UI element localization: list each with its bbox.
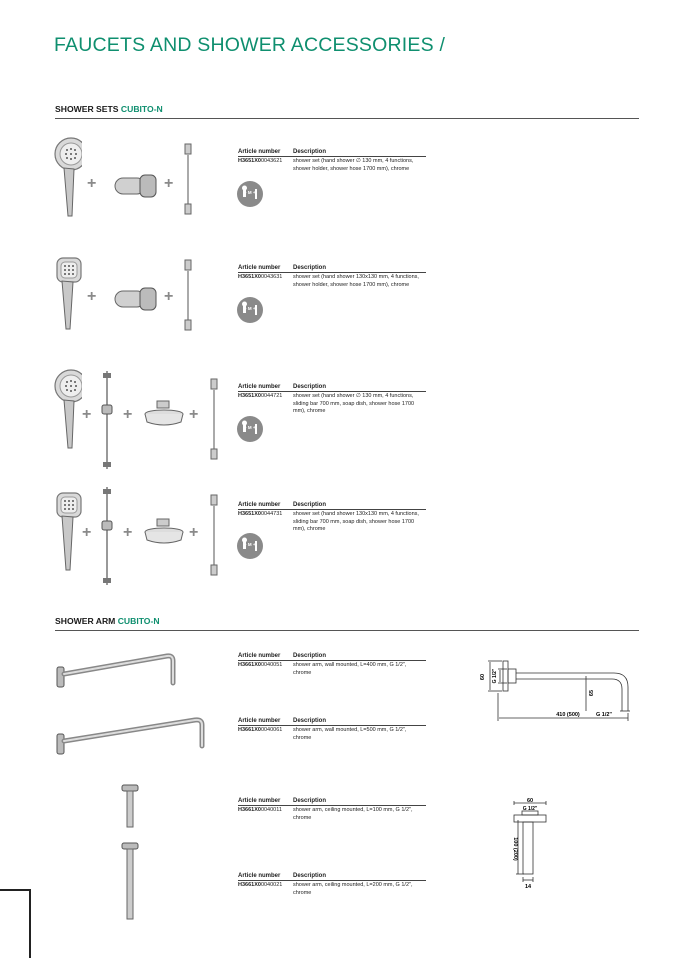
description: shower set (hand shower ∅ 130 mm, 4 functions, shower holder, shower hose 1700 mm), chrome [293, 158, 414, 172]
sliding-bar-image [100, 371, 114, 469]
article-prefix: H3651X0 [238, 393, 261, 399]
column-header-description: Description [293, 873, 327, 879]
column-header-description: Description [293, 718, 327, 724]
description: shower arm, wall mounted, L=400 mm, G 1/2", chrome [293, 662, 407, 676]
plus-icon: + [164, 175, 174, 192]
product-table [238, 717, 426, 742]
shower-hose-image [182, 143, 194, 215]
plus-icon: + [123, 406, 133, 423]
hand-shower-square-image [52, 255, 82, 331]
article-suffix: 0040011 [260, 807, 282, 813]
article-prefix: H3661X0 [238, 662, 261, 668]
description: shower set (hand shower ∅ 130 mm, 4 functions, sliding bar 700 mm, soap dish, shower hose 1700 mm), chrome [293, 393, 415, 415]
dim-thread-label: G 1/2" [522, 806, 538, 812]
article-number [238, 274, 293, 289]
section-title-shower-arm [55, 616, 160, 626]
table-row [238, 273, 426, 289]
wall-arm-technical-drawing [476, 655, 636, 727]
article-prefix: H3661X0 [238, 727, 261, 733]
dim-drop-label: 65 [589, 689, 595, 697]
column-header-description: Description [293, 653, 327, 659]
table-row [238, 881, 426, 897]
table-row [238, 806, 426, 822]
soap-dish-image [143, 400, 185, 428]
badge-text: + M + [244, 425, 256, 430]
article-number [238, 393, 293, 416]
shower-functions-icon [237, 297, 263, 323]
description: shower set (hand shower 130x130 mm, 4 functions, sliding bar 700 mm, soap dish, shower hose 1700 mm), chrome [293, 511, 419, 533]
plus-icon: + [123, 524, 133, 541]
product-table [238, 501, 426, 534]
product-table [238, 264, 426, 289]
column-header-article: Article number [238, 718, 281, 724]
column-header-article: Article number [238, 653, 281, 659]
dim-height-label: 60 [480, 673, 486, 681]
sliding-bar-image [100, 487, 114, 585]
article-prefix: H3661X0 [238, 882, 261, 888]
description: shower set (hand shower 130x130 mm, 4 functions, shower holder, shower hose 1700 mm), chrome [293, 274, 419, 288]
column-header-article: Article number [238, 265, 281, 271]
article-prefix: H3661X0 [238, 807, 261, 813]
soap-dish-image [143, 518, 185, 546]
shower-functions-icon [237, 416, 263, 442]
hand-shower-round-image [52, 368, 82, 450]
ceiling-shower-arm-100-image [120, 784, 140, 830]
article-suffix: 0044731 [260, 511, 283, 517]
article-suffix: 0043631 [260, 274, 283, 280]
section-divider [55, 630, 639, 631]
dim-width-label: 60 [526, 798, 534, 804]
plus-icon: + [189, 524, 199, 541]
ceiling-shower-arm-200-image [120, 842, 140, 922]
table-row [238, 726, 426, 742]
article-number [238, 807, 293, 822]
article-suffix: 0040061 [260, 727, 283, 733]
dim-length-label: 100 (200) [512, 837, 518, 861]
column-header-description: Description [293, 502, 327, 508]
shower-hose-image [182, 259, 194, 331]
shower-holder-image [112, 172, 160, 200]
dim-thread-label: G 1/2" [492, 668, 498, 684]
plus-icon: + [82, 406, 92, 423]
description: shower arm, wall mounted, L=500 mm, G 1/2", chrome [293, 727, 407, 741]
table-row [238, 157, 426, 173]
product-table [238, 148, 426, 173]
dim-end-thread-label: G 1/2" [595, 712, 613, 718]
section-title-text: SHOWER ARM [55, 616, 116, 626]
section-title-shower-sets [55, 104, 163, 114]
wall-shower-arm-500-image [55, 710, 210, 760]
article-number [238, 662, 293, 677]
badge-text: + M + [244, 542, 256, 547]
shower-hose-image [208, 494, 220, 576]
table-row [238, 510, 426, 534]
article-number [238, 511, 293, 534]
plus-icon: + [82, 524, 92, 541]
article-number [238, 727, 293, 742]
plus-icon: + [87, 175, 97, 192]
section-title-accent: CUBITO-N [117, 616, 160, 626]
article-suffix: 0040021 [260, 882, 283, 888]
article-number [238, 882, 293, 897]
article-suffix: 0043621 [260, 158, 283, 164]
column-header-article: Article number [238, 798, 281, 804]
plus-icon: + [164, 288, 174, 305]
badge-text: + M + [244, 306, 256, 311]
product-table [238, 872, 426, 897]
article-prefix: H3651X0 [238, 274, 261, 280]
page-title: FAUCETS AND SHOWER ACCESSORIES / [54, 34, 446, 56]
hand-shower-round-image [52, 136, 82, 218]
article-number [238, 158, 293, 173]
shower-functions-icon [237, 533, 263, 559]
section-divider [55, 118, 639, 119]
column-header-description: Description [293, 149, 327, 155]
table-row [238, 661, 426, 677]
dim-length-label: 410 (500) [556, 712, 580, 718]
section-title-text: SHOWER SETS [55, 104, 119, 114]
column-header-description: Description [293, 384, 327, 390]
article-prefix: H3651X0 [238, 511, 261, 517]
plus-icon: + [189, 406, 199, 423]
article-suffix: 0040051 [260, 662, 283, 668]
column-header-article: Article number [238, 502, 281, 508]
table-row [238, 392, 426, 416]
plus-icon: + [87, 288, 97, 305]
product-table [238, 797, 426, 822]
shower-holder-image [112, 285, 160, 313]
shower-hose-image [208, 378, 220, 460]
product-table [238, 383, 426, 416]
dim-diameter-label: 14 [524, 884, 532, 889]
article-prefix: H3651X0 [238, 158, 261, 164]
page-tab-marker [0, 889, 31, 958]
description: shower arm, ceiling mounted, L=100 mm, G 1/2", chrome [293, 807, 413, 821]
description: shower arm, ceiling mounted, L=200 mm, G 1/2", chrome [293, 882, 413, 896]
hand-shower-square-image [52, 490, 82, 572]
column-header-article: Article number [238, 384, 281, 390]
wall-shower-arm-400-image [55, 645, 180, 693]
column-header-article: Article number [238, 149, 281, 155]
badge-text: + M + [244, 190, 256, 195]
column-header-description: Description [293, 265, 327, 271]
product-table [238, 652, 426, 677]
section-title-accent: CUBITO-N [120, 104, 163, 114]
shower-functions-icon [237, 181, 263, 207]
column-header-article: Article number [238, 873, 281, 879]
ceiling-arm-technical-drawing [500, 797, 560, 889]
column-header-description: Description [293, 798, 327, 804]
article-suffix: 0044721 [260, 393, 283, 399]
